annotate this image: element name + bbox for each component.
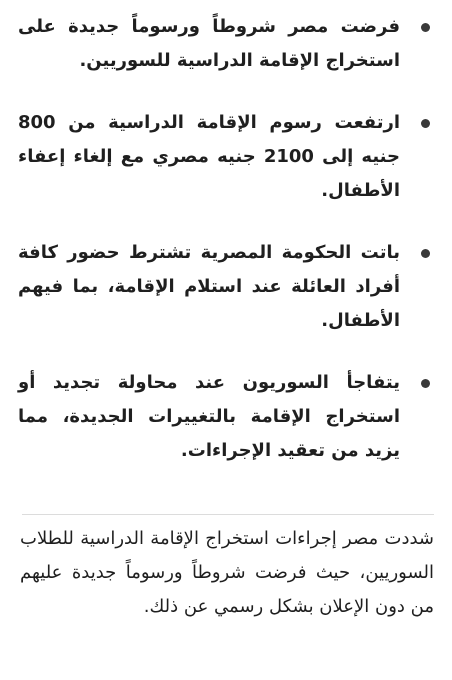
key-point-item [18,366,434,468]
key-point-text: فرضت مصر شروطاً ورسوماً جديدة على استخراج الإقامة الدراسية للسوريين. [18,16,400,71]
key-point-text: يتفاجأ السوريون عند محاولة تجديد أو استخراج الإقامة بالتغييرات الجديدة، مما يزيد من تعقيد الإجراءات. [18,372,400,461]
key-point-item [18,106,434,208]
bullet-dot-icon [421,119,430,128]
section-divider [22,514,434,515]
article-lead-paragraph: شددت مصر إجراءات استخراج الإقامة الدراسية للطلاب السوريين، حيث فرضت شروطاً ورسوماً جديدة عليهم من دون الإعلان بشكل رسمي عن ذلك. [20,528,434,617]
key-points-list [18,10,434,496]
bullet-dot-icon [421,249,430,258]
key-point-item [18,236,434,338]
key-point-text: باتت الحكومة المصرية تشترط حضور كافة أفراد العائلة عند استلام الإقامة، بما فيهم الأطفال. [18,242,400,331]
key-point-text: ارتفعت رسوم الإقامة الدراسية من 800 جنيه إلى 2100 جنيه مصري مع إلغاء إعفاء الأطفال. [18,112,400,201]
bullet-dot-icon [421,379,430,388]
bullet-dot-icon [421,23,430,32]
key-point-item [18,10,434,78]
